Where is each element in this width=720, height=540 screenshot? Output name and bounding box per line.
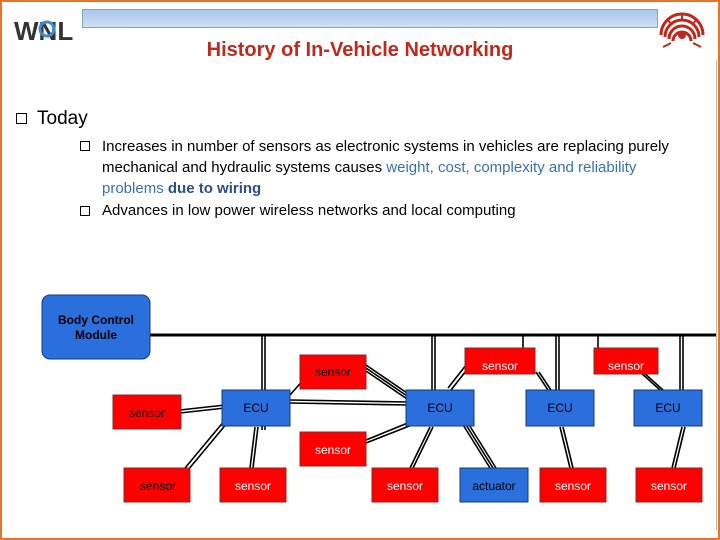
bcm-label-line1: Body Control bbox=[58, 313, 134, 327]
logo-text: WNL bbox=[14, 16, 74, 44]
sensor-label: sensor bbox=[139, 479, 177, 493]
sensor-label: sensor bbox=[314, 365, 352, 379]
actuator-node bbox=[460, 468, 528, 502]
sensor-node bbox=[636, 468, 702, 502]
sensor-node bbox=[540, 468, 606, 502]
sensor-node bbox=[220, 468, 286, 502]
sensor-label: sensor bbox=[554, 479, 592, 493]
bullet-wireless-text: Advances in low power wireless networks and local computing bbox=[102, 202, 516, 219]
bcm-label-line2: Module bbox=[75, 328, 117, 342]
bullet-today-text: Today bbox=[37, 108, 88, 129]
sensor-label: sensor bbox=[234, 479, 272, 493]
sensor-node bbox=[300, 355, 366, 389]
ecu-node bbox=[634, 390, 702, 426]
ecu-node bbox=[406, 390, 474, 426]
bullet-sensors-bold: due to wiring bbox=[167, 180, 262, 197]
ecu-label: ECU bbox=[243, 401, 269, 415]
sensor-node bbox=[113, 395, 181, 429]
sensor-label: sensor bbox=[314, 443, 352, 457]
ecu-label: ECU bbox=[547, 401, 573, 415]
sensor-node bbox=[300, 432, 366, 466]
bullet-sensors-highlight: weight, cost, complexity and reliability problems bbox=[102, 159, 637, 197]
sensor-label: sensor bbox=[128, 406, 166, 420]
ecu-node bbox=[526, 390, 594, 426]
sensor-node bbox=[594, 348, 658, 374]
bullet-sensors-text-main: Increases in number of sensors as electronic systems in vehicles are replacing purely mechanical and hydraulic systems causes bbox=[102, 138, 669, 176]
slide-title: History of In-Vehicle Networking bbox=[206, 39, 514, 61]
actuator-label: actuator bbox=[472, 479, 516, 493]
ecu-node bbox=[222, 390, 290, 426]
sensor-label: sensor bbox=[650, 479, 688, 493]
ecu-label: ECU bbox=[655, 401, 681, 415]
sensor-node bbox=[124, 468, 190, 502]
sensor-label: sensor bbox=[607, 359, 645, 373]
ecu-label: ECU bbox=[427, 401, 453, 415]
sensor-node bbox=[465, 348, 535, 374]
body-control-module bbox=[42, 295, 150, 359]
sensor-label: sensor bbox=[386, 479, 424, 493]
sensor-label: sensor bbox=[481, 359, 519, 373]
sensor-node bbox=[372, 468, 438, 502]
